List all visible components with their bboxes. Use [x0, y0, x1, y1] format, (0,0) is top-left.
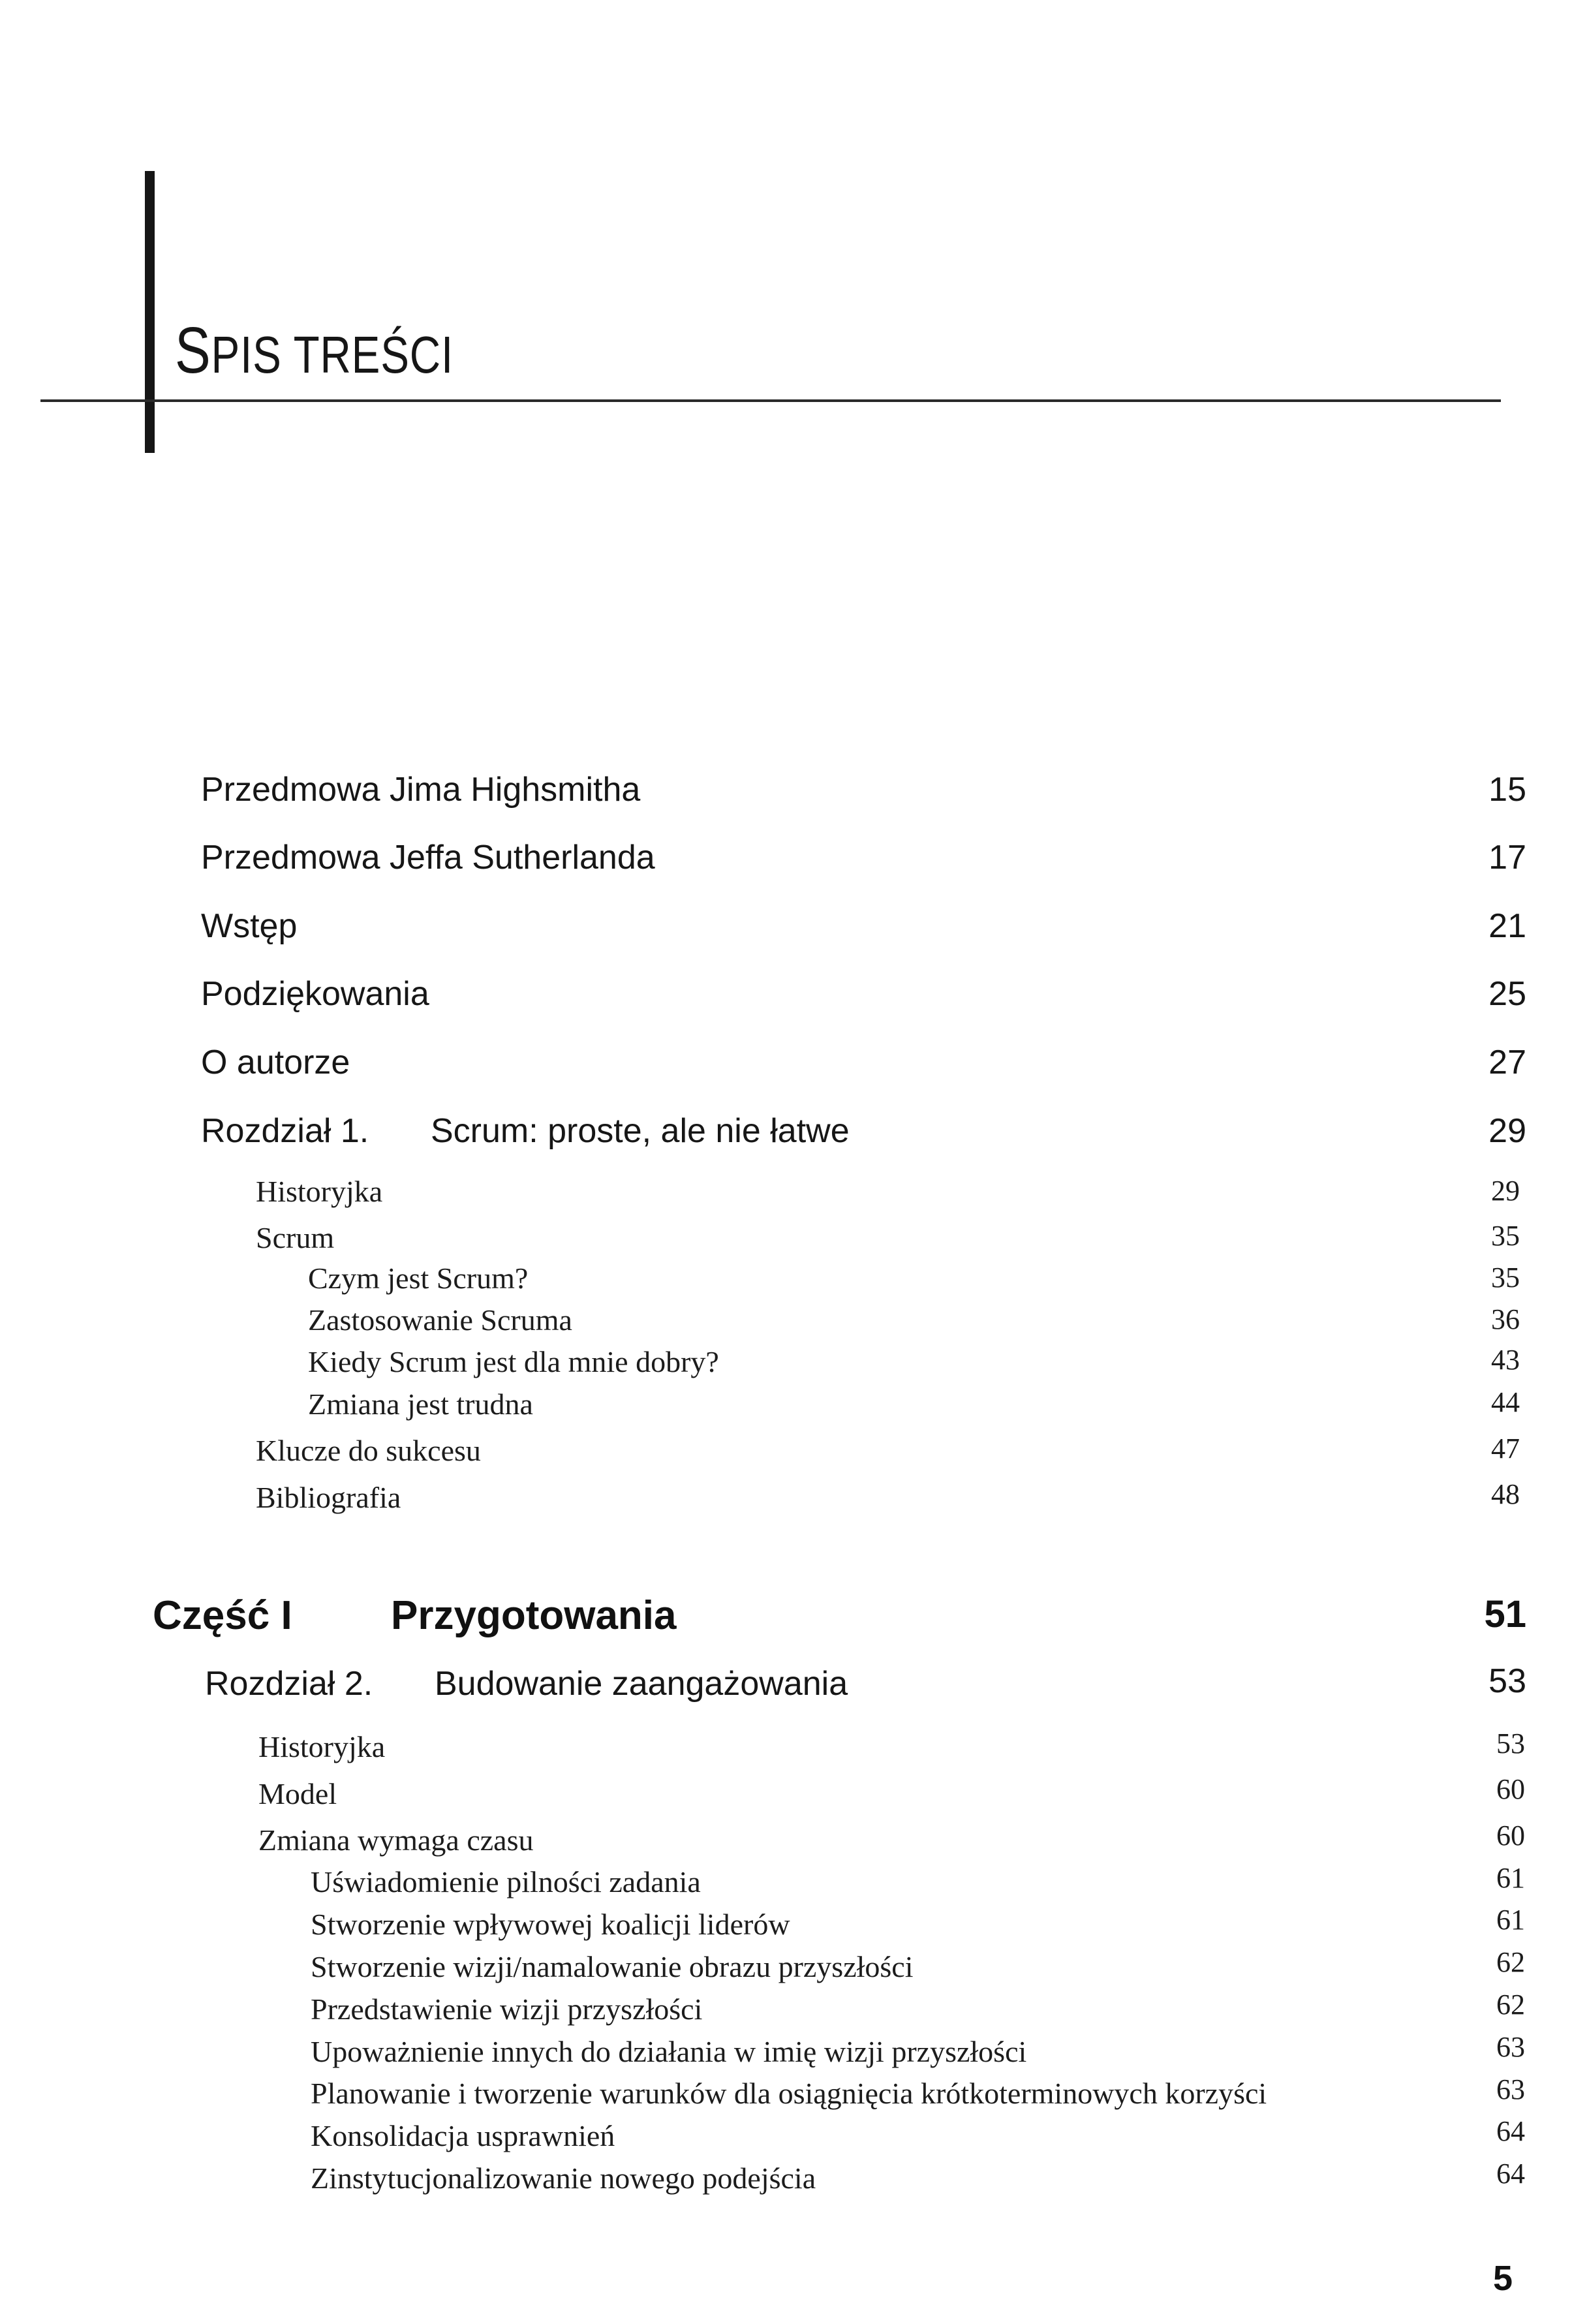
chapter-number: Rozdział 1.: [201, 1112, 369, 1150]
toc-section[interactable]: Model: [258, 1777, 337, 1810]
toc-section-page: 47: [1491, 1433, 1520, 1464]
toc-subsection-page: 35: [1491, 1262, 1520, 1294]
toc-chapter-1[interactable]: [201, 1111, 850, 1151]
toc-section-page: 48: [1491, 1478, 1520, 1510]
toc-section-page: 29: [1491, 1175, 1520, 1207]
toc-subsection-page: 63: [1496, 2073, 1525, 2105]
page-number: 5: [1493, 2259, 1513, 2298]
toc-section-page: 53: [1496, 1728, 1525, 1759]
toc-subsection-page: 36: [1491, 1303, 1520, 1335]
header-vertical-bar: [145, 171, 155, 453]
toc-subsection[interactable]: Planowanie i tworzenie warunków dla osiągnięcia krótkoterminowych korzyści: [311, 2077, 1267, 2110]
toc-page-acknowledgements: 25: [1488, 975, 1526, 1013]
toc-page-chapter-1: 29: [1488, 1112, 1526, 1150]
toc-subsection-page: 63: [1496, 2031, 1525, 2063]
toc-subsection-page: 43: [1491, 1344, 1520, 1376]
toc-subsection[interactable]: Czym jest Scrum?: [308, 1262, 529, 1295]
part-number: Część I: [153, 1593, 292, 1638]
toc-subsection[interactable]: Konsolidacja usprawnień: [311, 2119, 615, 2152]
toc-page-introduction: 21: [1488, 907, 1526, 945]
toc-subsection[interactable]: Stworzenie wpływowej koalicji liderów: [311, 1908, 790, 1941]
toc-subsection[interactable]: Kiedy Scrum jest dla mnie dobry?: [308, 1345, 719, 1378]
toc-section[interactable]: Scrum: [256, 1221, 335, 1254]
toc-subsection[interactable]: Zastosowanie Scruma: [308, 1303, 572, 1337]
toc-subsection[interactable]: Zinstytucjonalizowanie nowego podejścia: [311, 2161, 816, 2195]
toc-entry-introduction[interactable]: [201, 906, 297, 946]
toc-page-chapter-2: 53: [1488, 1662, 1526, 1700]
page-title-rest: PIS TREŚCI: [211, 326, 454, 384]
toc-section-page: 60: [1496, 1773, 1525, 1805]
chapter-title: Scrum: proste, ale nie łatwe: [431, 1112, 850, 1150]
toc-subsection-page: 64: [1496, 2115, 1525, 2147]
toc-subsection[interactable]: Upoważnienie innych do działania w imię wizji przyszłości: [311, 2035, 1027, 2068]
toc-page-foreword-highsmith: 15: [1488, 771, 1526, 809]
toc-subsection[interactable]: Uświadomienie pilności zadania: [311, 1865, 701, 1898]
toc-entry-about-author[interactable]: [201, 1043, 350, 1082]
toc-subsection-page: 62: [1496, 1946, 1525, 1978]
toc-section[interactable]: Zmiana wymaga czasu: [258, 1823, 534, 1857]
toc-entry-label: Przedmowa Jima Highsmitha: [201, 771, 641, 809]
toc-entry-label: Przedmowa Jeffa Sutherlanda: [201, 839, 655, 876]
toc-subsection-page: 61: [1496, 1862, 1525, 1894]
toc-entry-label: Wstęp: [201, 907, 298, 945]
header-rule: [40, 399, 1501, 402]
toc-entry-foreword-highsmith[interactable]: [201, 770, 640, 809]
toc-page-part-1: 51: [1484, 1593, 1526, 1635]
page-title: [175, 313, 454, 388]
toc-page-foreword-sutherland: 17: [1488, 839, 1526, 876]
toc-entry-acknowledgements[interactable]: [201, 974, 429, 1014]
part-title: Przygotowania: [391, 1593, 677, 1638]
page-title-initial: S: [175, 314, 211, 387]
toc-subsection[interactable]: Stworzenie wizji/namalowanie obrazu przyszłości: [311, 1950, 914, 1983]
toc-subsection-page: 61: [1496, 1904, 1525, 1936]
toc-entry-foreword-sutherland[interactable]: [201, 838, 655, 877]
toc-section-page: 60: [1496, 1820, 1525, 1851]
toc-section-page: 35: [1491, 1220, 1520, 1252]
chapter-number: Rozdział 2.: [205, 1665, 373, 1703]
toc-chapter-2[interactable]: [205, 1664, 848, 1703]
toc-section[interactable]: Klucze do sukcesu: [256, 1434, 481, 1467]
toc-page-about-author: 27: [1488, 1044, 1526, 1081]
toc-section[interactable]: Historyjka: [256, 1175, 383, 1208]
toc-part-1[interactable]: [153, 1592, 677, 1639]
toc-subsection-page: 64: [1496, 2158, 1525, 2190]
toc-subsection[interactable]: Zmiana jest trudna: [308, 1387, 533, 1421]
chapter-title: Budowanie zaangażowania: [435, 1665, 848, 1703]
toc-entry-label: O autorze: [201, 1044, 350, 1081]
toc-subsection-page: 44: [1491, 1386, 1520, 1418]
toc-subsection-page: 62: [1496, 1989, 1525, 2021]
toc-section[interactable]: Historyjka: [258, 1730, 386, 1763]
toc-section[interactable]: Bibliografia: [256, 1481, 401, 1514]
toc-entry-label: Podziękowania: [201, 975, 429, 1013]
toc-subsection[interactable]: Przedstawienie wizji przyszłości: [311, 1992, 703, 2026]
